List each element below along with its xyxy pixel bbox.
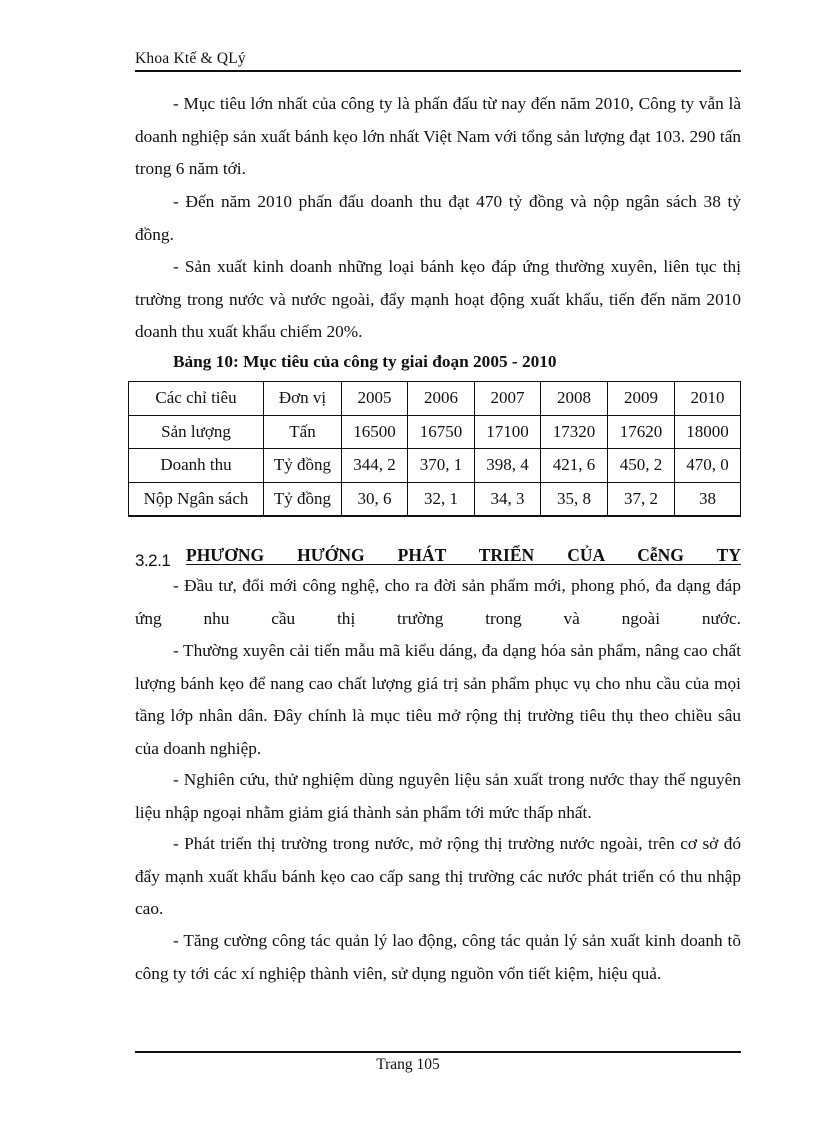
table-cell: 17620 — [608, 415, 675, 449]
table-header-cell: 2009 — [608, 382, 675, 416]
section-paragraph-1: - Đầu tư, đổi mới công nghệ, cho ra đời sản phẩm mới, phong phó, đa dạng đáp ứng nhu cầu thị trường trong và ngoài nước. — [135, 576, 741, 628]
targets-table — [128, 381, 741, 517]
table-header-cell: 2010 — [675, 382, 741, 416]
table-cell: Nộp Ngân sách — [129, 482, 264, 516]
header-title: Khoa Ktế & QLý — [135, 50, 246, 67]
table-cell: 34, 3 — [475, 482, 541, 516]
footer-divider — [135, 1051, 741, 1053]
table-cell: 18000 — [675, 415, 741, 449]
table-row — [129, 449, 741, 483]
table-cell: 344, 2 — [342, 449, 408, 483]
table-row — [129, 415, 741, 449]
intro-paragraph-3: - Sản xuất kinh doanh những loại bánh kẹo đáp ứng thường xuyên, liên tục thị trường trong nước và nước ngoài, đẩy mạnh hoạt động xuất khẩu, tiến đến năm 2010 doanh thu xuất khẩu chiếm 20%. — [135, 257, 741, 342]
table-cell: 470, 0 — [675, 449, 741, 483]
section-paragraph-4: - Phát triển thị trường trong nước, mở rộng thị trường nước ngoài, trên cơ sở đó đẩy mạnh xuất khẩu bánh kẹo cao cấp sang thị trường các nước phát triển có thu nhập cao. — [135, 834, 741, 919]
table-cell: Tỷ đồng — [264, 482, 342, 516]
table-cell: Sản lượng — [129, 415, 264, 449]
table-cell: 398, 4 — [475, 449, 541, 483]
table-cell: 30, 6 — [342, 482, 408, 516]
table-cell: Tấn — [264, 415, 342, 449]
section-paragraph-2: - Thường xuyên cải tiến mẫu mã kiểu dáng, đa dạng hóa sản phẩm, nâng cao chất lượng bánh kẹo để nang cao chất lượng giá trị sản phẩm phục vụ cho nhu cầu của mọi tầng lớp nhân dân. Đây chính là mục tiêu mở rộng thị trường tiêu thụ theo chiều sâu của doanh nghiệp. — [135, 641, 741, 758]
table-cell: 37, 2 — [608, 482, 675, 516]
table-cell: 17100 — [475, 415, 541, 449]
page-header — [135, 46, 741, 72]
section-paragraph-3: - Nghiên cứu, thử nghiệm dùng nguyên liệu sản xuất trong nước thay thế nguyên liệu nhập ngoại nhằm giảm giá thành sản phẩm tới mức thấp nhất. — [135, 770, 741, 822]
page-number: Trang 105 — [376, 1056, 440, 1073]
table-title: Bảng 10: Mục tiêu của công ty giai đoạn 2005 - 2010 — [173, 352, 557, 371]
table-cell: 35, 8 — [541, 482, 608, 516]
table-cell: 370, 1 — [408, 449, 475, 483]
table-cell: 17320 — [541, 415, 608, 449]
table-header-cell: Đơn vị — [264, 382, 342, 416]
table-cell: 421, 6 — [541, 449, 608, 483]
table-cell: 16500 — [342, 415, 408, 449]
table-header-cell: 2008 — [541, 382, 608, 416]
table-header-cell: 2007 — [475, 382, 541, 416]
table-cell: 450, 2 — [608, 449, 675, 483]
table-row — [129, 482, 741, 516]
section-title: PHƯƠNG HƯỚNG PHÁT TRIỂN CỦA CễNG TY — [186, 545, 741, 565]
intro-paragraph-2: - Đến năm 2010 phấn đấu doanh thu đạt 470 tỷ đồng và nộp ngân sách 38 tỷ đồng. — [135, 192, 741, 244]
table-cell: 38 — [675, 482, 741, 516]
table-cell: 32, 1 — [408, 482, 475, 516]
intro-paragraph-1: - Mục tiêu lớn nhất của công ty là phấn đấu từ nay đến năm 2010, Công ty vẫn là doanh nghiệp sản xuất bánh kẹo lớn nhất Việt Nam với tổng sản lượng đạt 103. 290 tấn trong 6 năm tới. — [135, 94, 741, 179]
table-header-cell: Các chỉ tiêu — [129, 382, 264, 416]
table-cell: 16750 — [408, 415, 475, 449]
table-cell: Tỷ đồng — [264, 449, 342, 483]
table-header-row — [129, 382, 741, 416]
section-number: 3.2.1 — [135, 551, 171, 570]
table-header-cell: 2005 — [342, 382, 408, 416]
section-paragraph-5: - Tăng cường công tác quản lý lao động, công tác quản lý sản xuất kinh doanh tõ công ty tới các xí nghiệp thành viên, sử dụng nguồn vốn tiết kiệm, hiệu quả. — [135, 931, 741, 983]
table-cell: Doanh thu — [129, 449, 264, 483]
table-header-cell: 2006 — [408, 382, 475, 416]
